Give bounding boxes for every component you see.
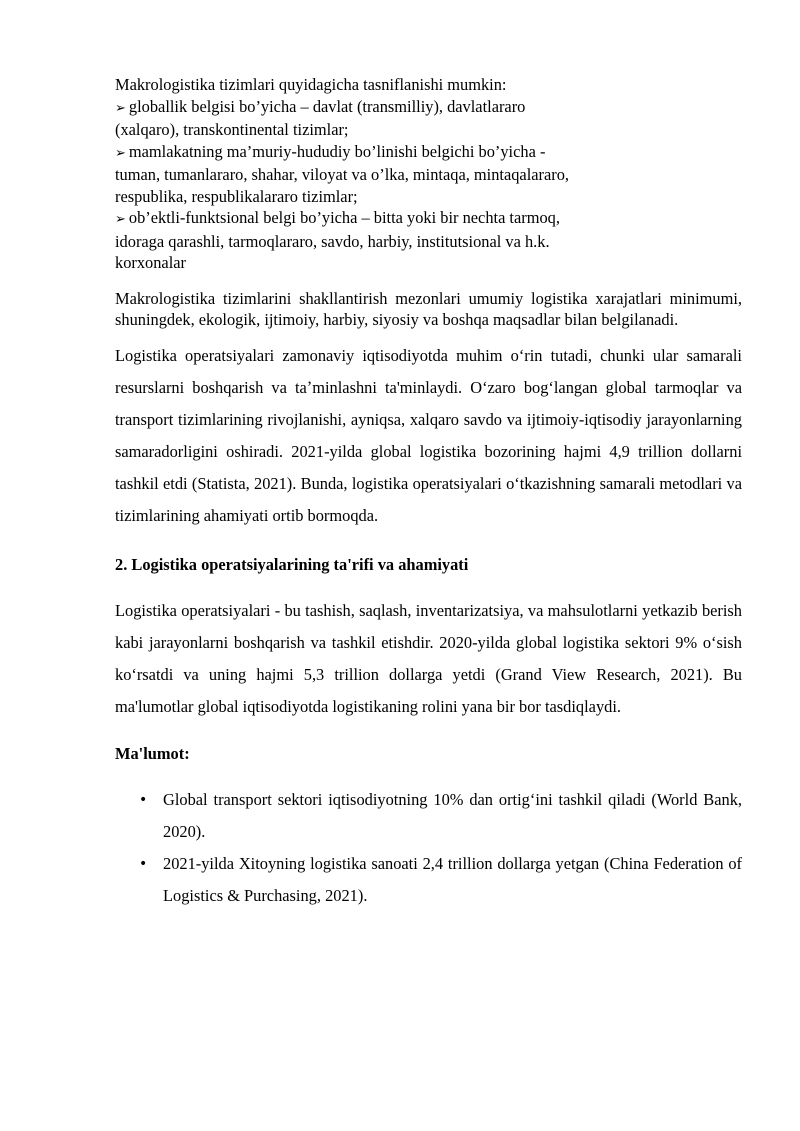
operations-paragraph: Logistika operatsiyalari zamonaviy iqtisodiyotda muhim oʻrin tutadi, chunki ular samarali resurslarni boshqarish va taʼminlashni ta'minlaydi. Oʻzaro bogʻlangan global tarmoqlar va transport tizimlarining rivojlanishi, ayniqsa, xalqaro savdo va ijtimoiy-iqtisodiy jarayonlarning samaradorligini oshiradi. 2021-yilda global logistika bozorining hajmi 4,9 trillion dollarni tashkil etdi (Statista, 2021). Bunda, logistika operatsiyalari oʻtkazishning samarali metodlari va tizimlarining ahamiyati ortib bormoqda. [115,345,742,525]
arrow-bullet-icon: ➢ [115,145,126,161]
classification-item-functional: ➢ ob’ektli-funktsional belgi bo’yicha – bitta yoki bir nechta tarmoq, [115,208,560,227]
criteria-paragraph: Makrologistika tizimlarini shakllantirish mezonlari umumiy logistika xarajatlari minimumi, shuningdek, ekologik, ijtimoiy, harbiy, siyosiy va boshqa maqsadlar bilan belgilanadi. [115,288,742,329]
classification-item-administrative: ➢ mamlakatning ma’muriy-hududiy bo’linishi belgichi bo’yicha - [115,141,546,161]
list-item: • Global transport sektori iqtisodiyotning 10% dan ortigʻini tashkil qiladi (World Bank, 2020). [115,784,742,848]
bullet-icon: • [139,791,148,808]
info-heading: Ma'lumot: [115,743,190,763]
arrow-bullet-icon: ➢ [115,212,126,227]
section-heading: 2. Logistika operatsiyalarining ta'rifi va ahamiyati [115,554,469,574]
classification-block: Makrologistika tizimlari quyidagicha tasniflanishi mumkin: ➢ globallik belgisi bo’yicha – davlat (transmilliy), davlatlararo (xalqaro), transkontinental tizimlar; ➢ mamlakatning ma’muriy-hududiy bo’linishi belgichi bo’yicha - tuman, tumanlararo, shahar, viloyat va o’lka, mintaqa, mintaqalararo, respublika, respublikalararo tizimlar; ➢ ob’ektli-funktsional belgi bo’yicha – bitta yoki bir nechta tarmoq, idoraga qarashli, tarmoqlararo, savdo, harbiy, institutsional va h.k. korxonalar [115,74,742,274]
classification-item-global: ➢ globallik belgisi bo’yicha – davlat (transmilliy), davlatlararo [115,96,526,116]
bullet-icon: • [139,855,148,872]
info-list [115,784,742,912]
list-item: • 2021-yilda Xitoyning logistika sanoati 2,4 trillion dollarga yetgan (China Federation of Logistics & Purchasing, 2021). [115,848,742,912]
document-page [115,74,742,912]
definition-paragraph: Logistika operatsiyalari - bu tashish, saqlash, inventarizatsiya, va mahsulotlarni yetkazib berish kabi jarayonlarni boshqarish va tashkil etishdir. 2020-yilda global logistika sektori 9% oʻsish koʻrsatdi va uning hajmi 5,3 trillion dollarga yetdi (Grand View Research, 2021). Bu ma'lumotlar global iqtisodiyotda logistikaning rolini yana bir bor tasdiqlaydi. [115,600,742,716]
classification-intro: Makrologistika tizimlari quyidagicha tasniflanishi mumkin: [115,75,507,94]
arrow-bullet-icon: ➢ [115,100,126,116]
